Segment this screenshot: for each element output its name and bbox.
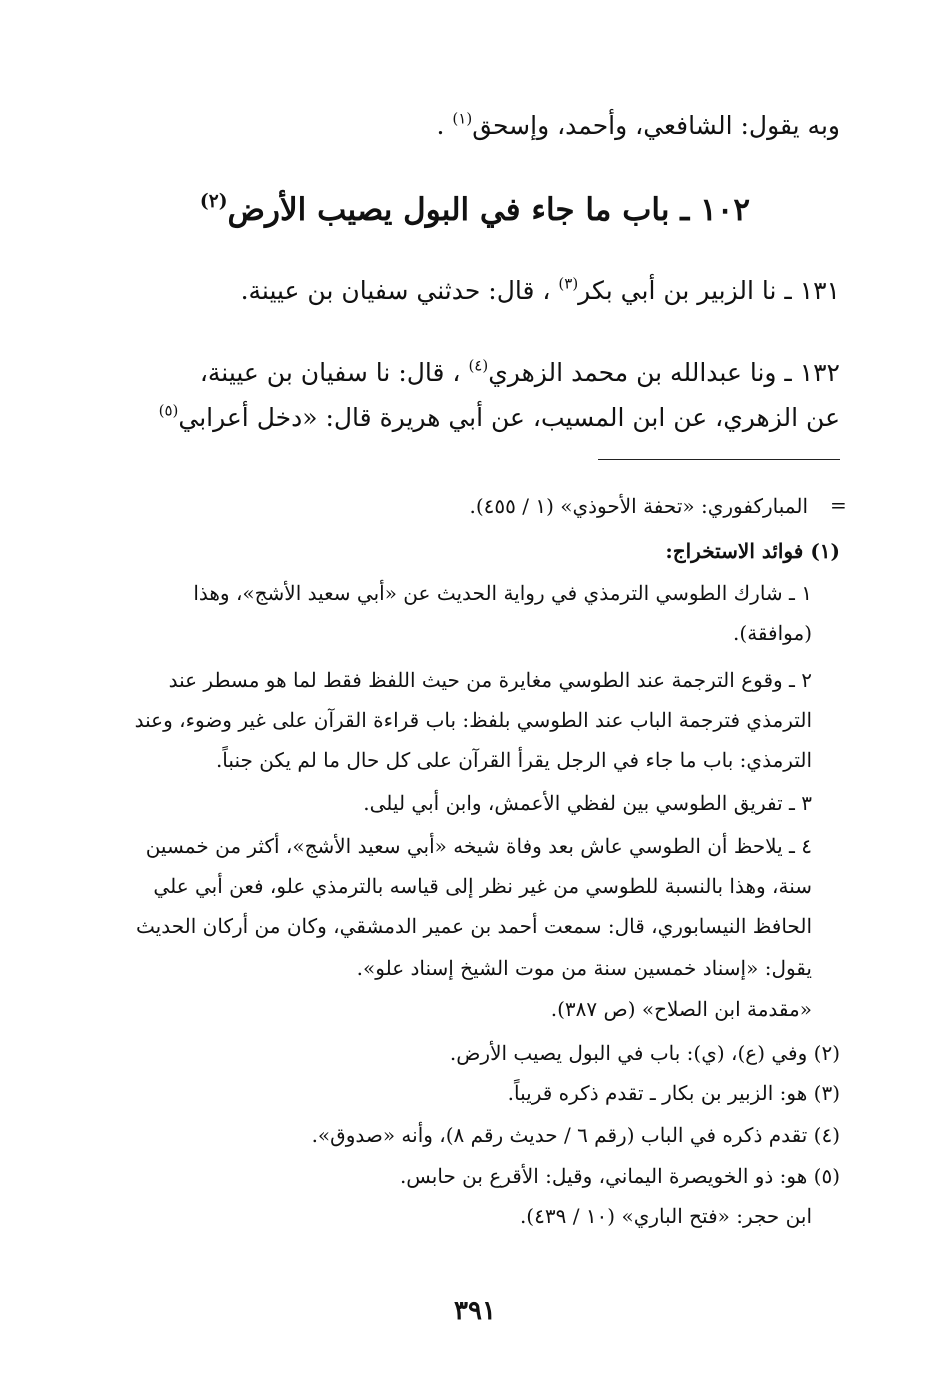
hadith-132-line-1: [200, 357, 840, 390]
footnote-1-point-1-line-2: (موافقة).: [733, 621, 812, 645]
opening-text: وبه يقول: الشافعي، وأحمد، وإسحق: [472, 111, 840, 140]
footnote-1-point-4-line-2: سنة، وهذا بالنسبة للطوسي من غير نظر إلى قياسه بالترمذي علو، فعن أبي علي: [153, 874, 812, 898]
footnote-ref-4: (٤): [468, 356, 489, 375]
footnote-divider: [598, 459, 840, 460]
footnote-2: (٢) وفي (ع)، (ي): باب في البول يصيب الأرض.: [449, 1041, 840, 1065]
hadith-132-line-2-text: عن الزهري، عن ابن المسيب، عن أبي هريرة قال: «دخل أعرابي: [178, 403, 840, 432]
footnote-1-point-2-line-3: الترمذي: باب ما جاء في الرجل يقرأ القرآن على كل حال ما لم يكن جنباً.: [215, 748, 812, 772]
footnote-1-point-4-line-5: «مقدمة ابن الصلاح» (ص ٣٨٧).: [550, 997, 812, 1021]
hadith-131-text: ١٣١ ـ نا الزبير بن أبي بكر: [578, 276, 840, 305]
footnote-3: (٣) هو: الزبير بن بكار ـ تقدم ذكره قريباً.: [507, 1081, 840, 1105]
footnote-ref-2: (٢): [199, 190, 228, 212]
footnote-1-point-4-line-1: ٤ ـ يلاحظ أن الطوسي عاش بعد وفاة شيخه «أبي سعيد الأشج»، أكثر من خمسين: [145, 834, 812, 858]
page-number: ٣٩١: [454, 1296, 496, 1326]
chapter-title: ١٠٢ ـ باب ما جاء في البول يصيب الأرض: [227, 192, 751, 228]
opening-tail: .: [436, 111, 453, 140]
footnote-ref-3: (٣): [558, 274, 579, 293]
footnote-1-point-3: ٣ ـ تفريق الطوسي بين لفظي الأعمش، وابن أبي ليلى.: [363, 791, 812, 815]
footnote-5: (٥) هو: ذو الخويصرة اليماني، وقيل: الأقرع بن حابس.: [399, 1164, 840, 1188]
hadith-131: [241, 275, 840, 308]
footnote-1-point-2-line-2: الترمذي فترجمة الباب عند الطوسي بلفظ: باب قراءة القرآن على غير وضوء، وعند: [134, 708, 812, 732]
footnote-ref-1: (١): [452, 109, 473, 128]
opening-line: [437, 110, 841, 143]
hadith-132-text-end: ، قال: نا سفيان بن عيينة،: [199, 358, 469, 387]
chapter-heading: [0, 192, 950, 228]
footnote-4: (٤) تقدم ذكره في الباب (رقم ٦ / حديث رقم ٨)، وأنه «صدوق».: [311, 1123, 840, 1147]
hadith-132-text: ١٣٢ ـ ونا عبدالله بن محمد الزهري: [488, 358, 840, 387]
footnote-1-point-4-line-3: الحافظ النيسابوري، قال: سمعت أحمد بن عمير الدمشقي، وكان من أركان الحديث: [136, 914, 812, 938]
footnote-1-heading: (١) فوائد الاستخراج:: [665, 539, 840, 563]
footnote-continuation: المباركفوري: «تحفة الأحوذي» (١ / ٤٥٥).: [469, 494, 808, 518]
footnote-1-point-4-line-4: يقول: «إسناد خمسين سنة من موت الشيخ إسناد علو».: [356, 956, 812, 980]
footnote-ref-5: (٥): [158, 401, 179, 420]
footnote-5-line-2: ابن حجر: «فتح الباري» (١٠ / ٤٣٩).: [519, 1204, 812, 1228]
hadith-132-line-2: [159, 402, 840, 435]
hadith-131-text-end: ، قال: حدثني سفيان بن عيينة.: [240, 276, 559, 305]
continuation-marker: =: [830, 493, 847, 517]
footnote-1-point-1-line-1: ١ ـ شارك الطوسي الترمذي في رواية الحديث عن «أبي سعيد الأشج»، وهذا: [193, 581, 812, 605]
footnote-1-point-2-line-1: ٢ ـ وقوع الترجمة عند الطوسي مغايرة من حيث اللفظ فقط لما هو مسطر عند: [168, 668, 812, 692]
